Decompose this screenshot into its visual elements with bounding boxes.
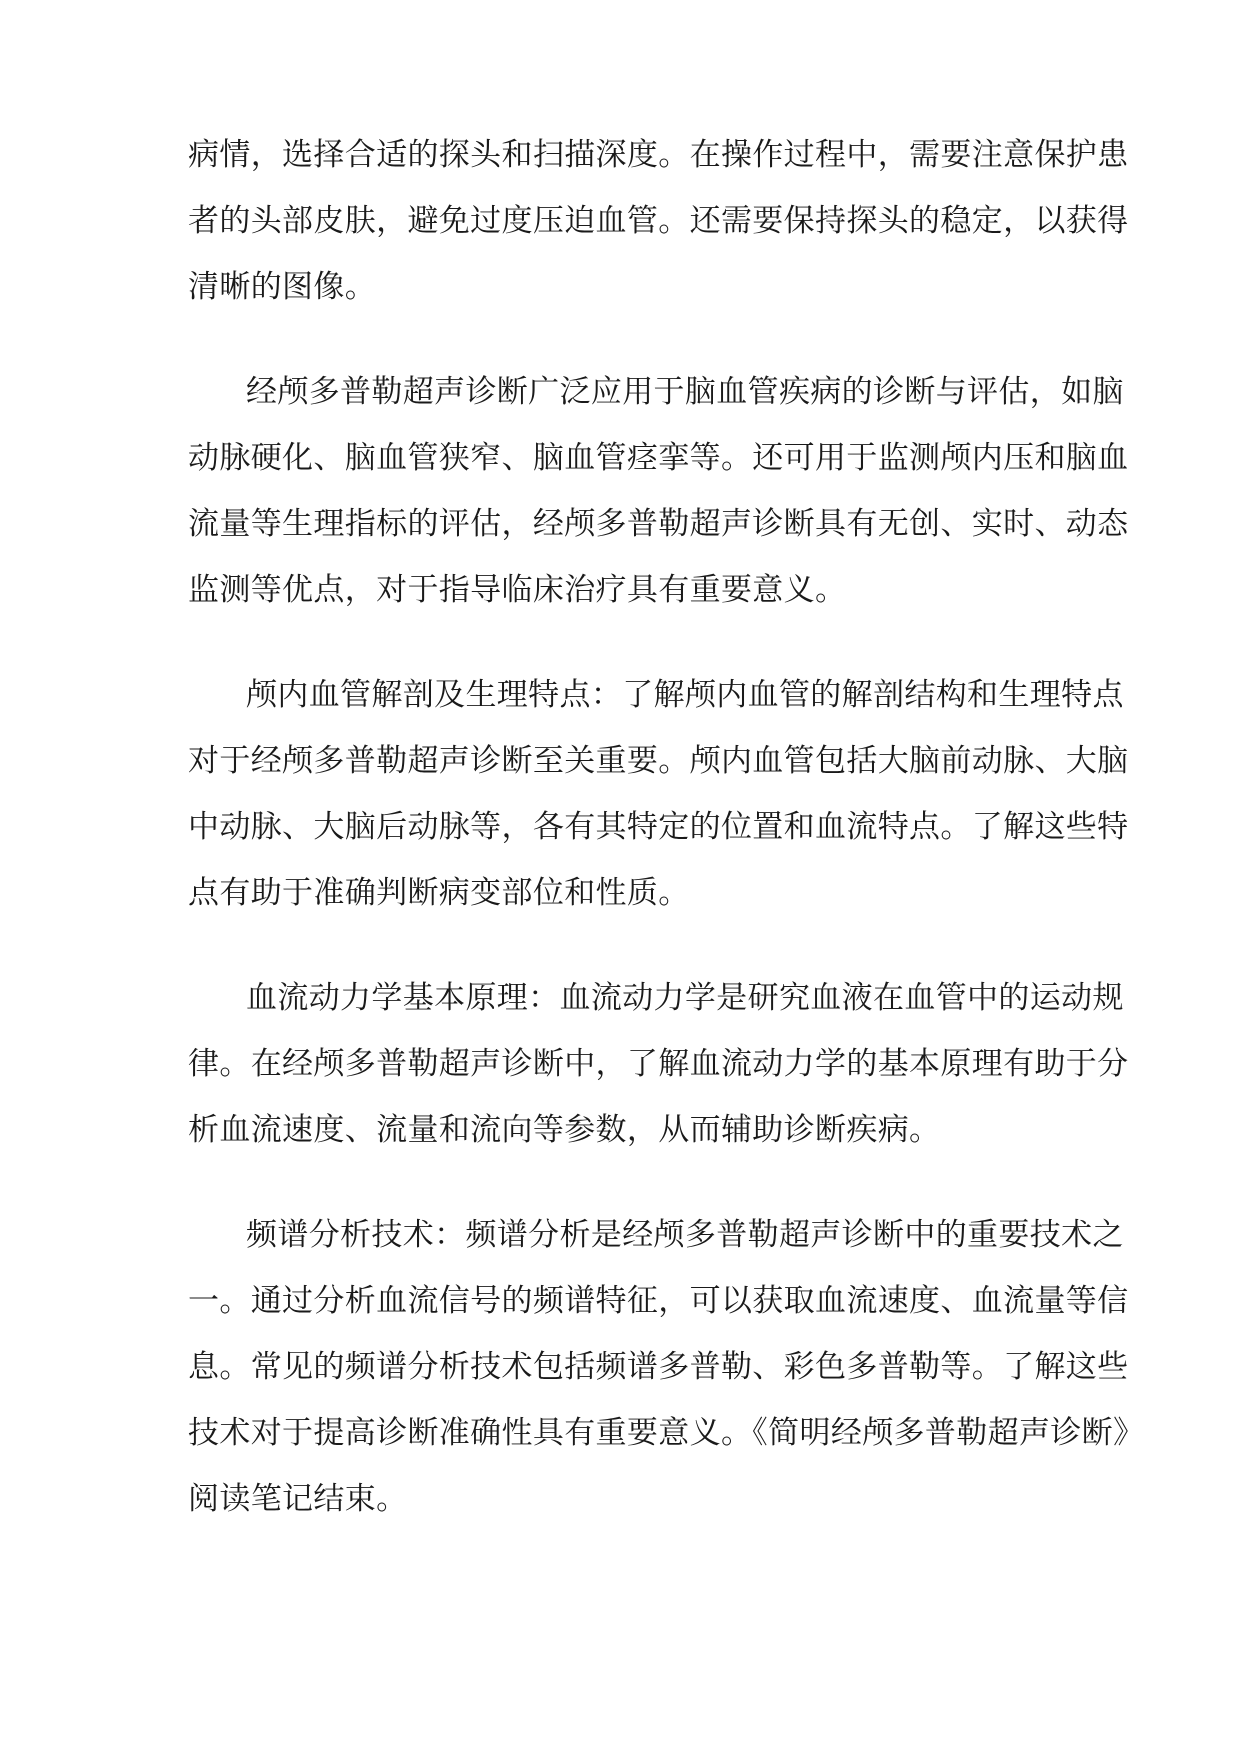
text-line: 息。常见的频谱分析技术包括频谱多普勒、彩色多普勒等。了解这些: [188, 1349, 1129, 1385]
text-line: 频谱分析技术：频谱分析是经颅多普勒超声诊断中的重要技术之: [246, 1217, 1124, 1253]
text-line: 点有助于准确判断病变部位和性质。: [188, 875, 690, 911]
text-line: 血流动力学基本原理：血流动力学是研究血液在血管中的运动规: [246, 980, 1124, 1016]
text-line: 技术对于提高诊断准确性具有重要意义。《简明经颅多普勒超声诊断》: [188, 1415, 1145, 1451]
text-line: 律。在经颅多普勒超声诊断中，了解血流动力学的基本原理有助于分: [188, 1046, 1129, 1082]
text-line: 流量等生理指标的评估，经颅多普勒超声诊断具有无创、实时、动态: [188, 506, 1129, 542]
text-line: 病情，选择合适的探头和扫描深度。在操作过程中，需要注意保护患: [188, 137, 1129, 173]
text-line: 清晰的图像。: [188, 269, 377, 305]
text-line: 一。通过分析血流信号的频谱特征，可以获取血流速度、血流量等信: [188, 1283, 1129, 1319]
text-line: 颅内血管解剖及生理特点：了解颅内血管的解剖结构和生理特点: [246, 677, 1124, 713]
text-line: 阅读笔记结束。: [188, 1481, 408, 1517]
text-line: 者的头部皮肤，避免过度压迫血管。还需要保持探头的稳定，以获得: [188, 203, 1129, 239]
text-line: 析血流速度、流量和流向等参数，从而辅助诊断疾病。: [188, 1112, 941, 1148]
text-line: 动脉硬化、脑血管狭窄、脑血管痉挛等。还可用于监测颅内压和脑血: [188, 440, 1129, 476]
text-line: 对于经颅多普勒超声诊断至关重要。颅内血管包括大脑前动脉、大脑: [188, 743, 1129, 779]
text-line: 监测等优点，对于指导临床治疗具有重要意义。: [188, 572, 847, 608]
text-line: 经颅多普勒超声诊断广泛应用于脑血管疾病的诊断与评估，如脑: [246, 374, 1124, 410]
text-line: 中动脉、大脑后动脉等，各有其特定的位置和血流特点。了解这些特: [188, 809, 1129, 845]
